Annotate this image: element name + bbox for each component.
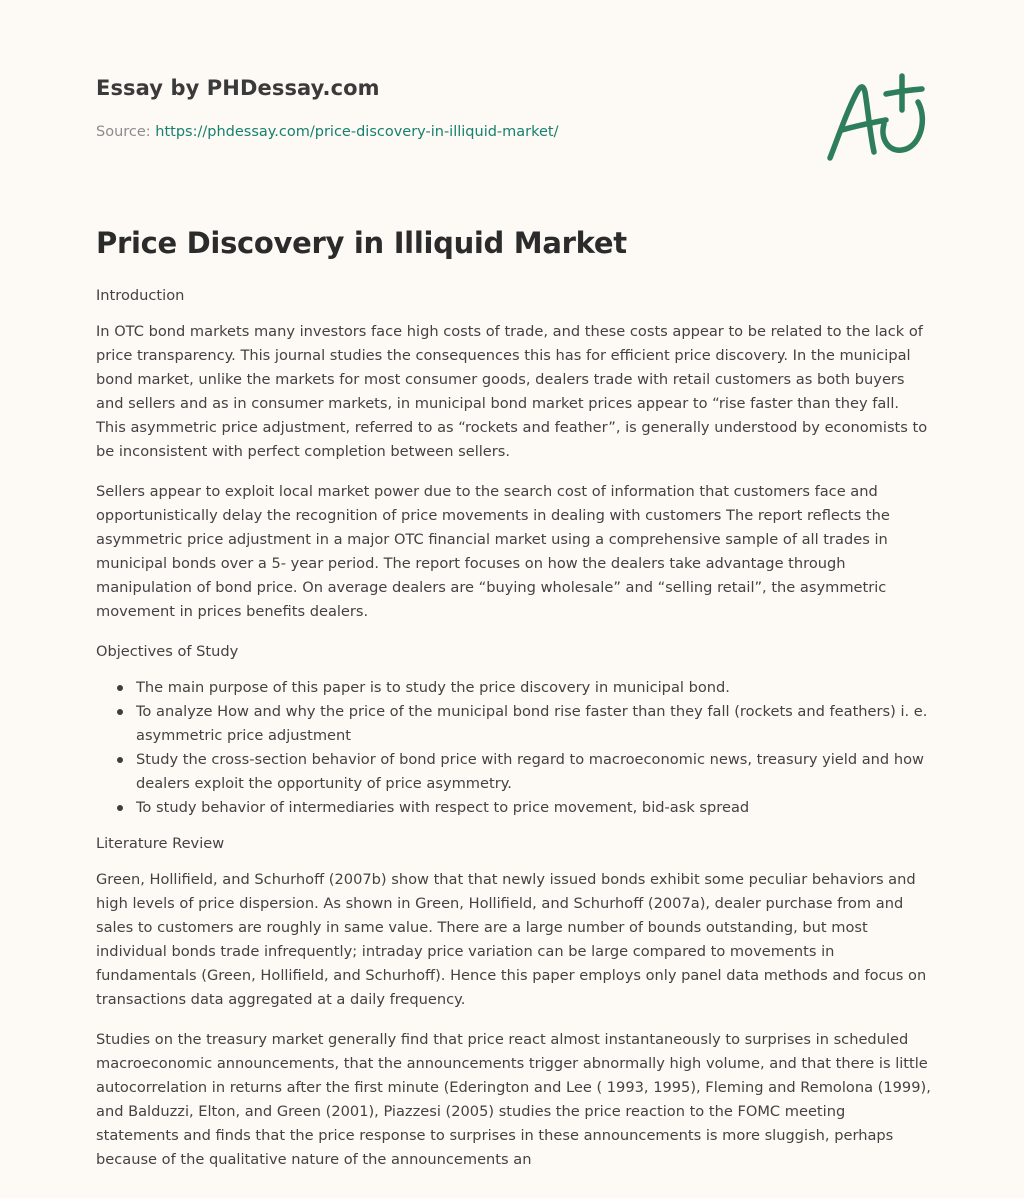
site-title: Essay by PHDessay.com bbox=[96, 76, 380, 100]
list-item: To analyze How and why the price of the municipal bond rise faster than they fall (rockets and feathers) i. e. asymmetric price adjustment bbox=[136, 700, 932, 748]
section-heading-literature-review: Literature Review bbox=[96, 835, 225, 852]
paragraph: Studies on the treasury market generally find that price react almost instantaneously to surprises in scheduled macroeconomic announcements, that the announcements trigger abnormally high volume, and that there is little autocorrelation in returns after the first minute (Ederington and Lee ( 1993, 1995), Fleming and Remolona (1999), and Balduzzi, Elton, and Green (2001), Piazzesi (2005) studies the price reaction to the FOMC meeting statements and finds that the price response to surprises in these announcements is more sluggish, perhaps because of the qualitative nature of the announcements an bbox=[96, 1031, 931, 1168]
source-label: Source: bbox=[96, 124, 156, 140]
source-link[interactable]: https://phdessay.com/price-discovery-in-illiquid-market/ bbox=[155, 124, 559, 140]
document-title: Price Discovery in Illiquid Market bbox=[96, 226, 627, 260]
paragraph: In OTC bond markets many investors face high costs of trade, and these costs appear to be related to the lack of price transparency. This journal studies the consequences this has for efficient price discovery. In the municipal bond market, unlike the markets for most consumer goods, dealers trade with retail customers as both buyers and sellers and as in consumer markets, in municipal bond market prices appear to “rise faster than they fall. This asymmetric price adjustment, referred to as “rockets and feather”, is generally understood by economists to be inconsistent with perfect completion between sellers. bbox=[96, 323, 928, 460]
list-item: Study the cross-section behavior of bond price with regard to macroeconomic news, treasury yield and how dealers exploit the opportunity of price asymmetry. bbox=[136, 748, 932, 796]
paragraph: Sellers appear to exploit local market power due to the search cost of information that customers face and opportunistically delay the recognition of price movements in dealing with customers The report reflects the asymmetric price adjustment in a major OTC financial market using a comprehensive sample of all trades in municipal bonds over a 5- year period. The report focuses on how the dealers take advantage through manipulation of bond price. On average dealers are “buying wholesale” and “selling retail”, the asymmetric movement in prices benefits dealers. bbox=[96, 483, 890, 620]
paragraph: Green, Hollifield, and Schurhoff (2007b) show that that newly issued bonds exhibit some peculiar behaviors and high levels of price dispersion. As shown in Green, Hollifield, and Schurhoff (2007a), dealer purchase from and sales to customers are roughly in same value. There are a large number of bounds outstanding, but most individual bonds trade infrequently; intraday price variation can be large compared to movements in fundamentals (Green, Hollifield, and Schurhoff). Hence this paper employs only panel data methods and focus on transactions data aggregated at a daily frequency. bbox=[96, 871, 927, 1008]
source-line bbox=[96, 124, 559, 140]
section-heading-objectives: Objectives of Study bbox=[96, 643, 239, 660]
essay-content bbox=[96, 284, 932, 1188]
list-item: The main purpose of this paper is to study the price discovery in municipal bond. bbox=[136, 676, 932, 700]
objectives-list bbox=[96, 676, 932, 820]
a-plus-logo-icon bbox=[822, 68, 932, 164]
list-item: To study behavior of intermediaries with respect to price movement, bid-ask spread bbox=[136, 796, 932, 820]
section-heading-introduction: Introduction bbox=[96, 287, 185, 304]
